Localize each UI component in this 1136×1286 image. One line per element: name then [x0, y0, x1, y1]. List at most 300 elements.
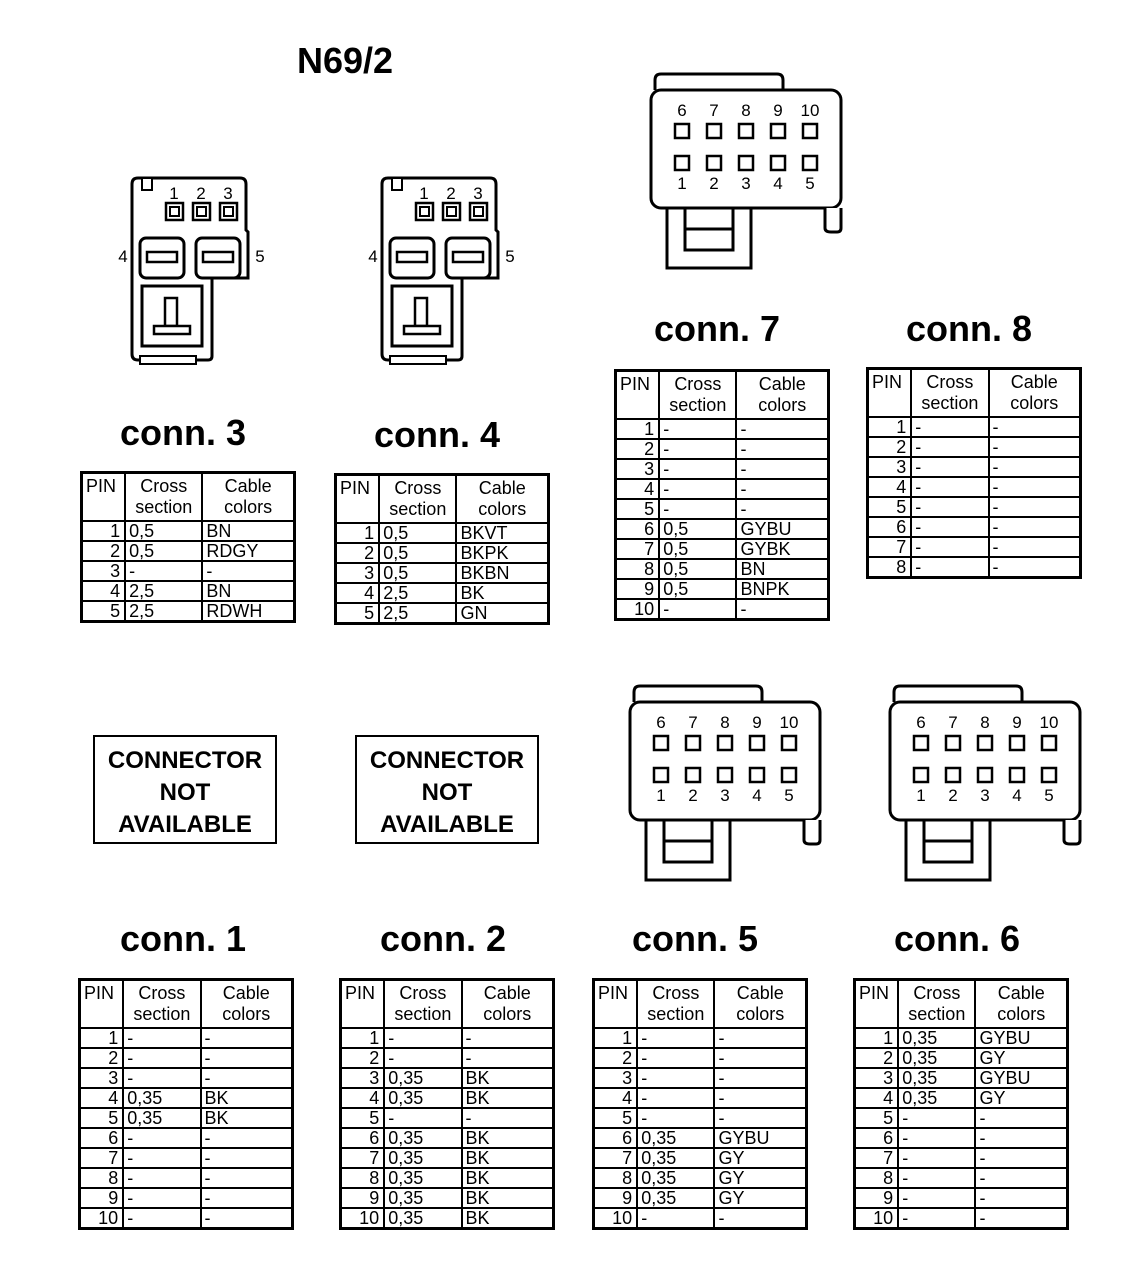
pin-cell: 4: [336, 583, 380, 603]
table-row: [594, 1108, 807, 1128]
table-row: [594, 1148, 807, 1168]
pin-cell: 10: [855, 1208, 899, 1229]
pin-cell: 4: [594, 1088, 638, 1108]
conn4-label: conn. 4: [373, 414, 501, 455]
pin-cell: 3: [341, 1068, 385, 1088]
conn7-table: [614, 369, 830, 621]
table-row: [80, 1108, 293, 1128]
cross-section-cell: 0,35: [384, 1128, 461, 1148]
pin-cell: 3: [82, 561, 126, 581]
cross-section-cell: -: [384, 1048, 461, 1068]
pin-label-8: 8: [741, 101, 751, 120]
table-row: [616, 539, 829, 559]
cross-section-cell: -: [637, 1088, 714, 1108]
cross-section-cell: 2,5: [379, 603, 456, 624]
cable-color-cell: BN: [202, 521, 294, 541]
cable-color-cell: -: [201, 1208, 293, 1229]
table-row: [336, 523, 549, 543]
pin-socket: [686, 768, 700, 782]
pin-cell: 10: [341, 1208, 385, 1229]
pin-cell: 1: [594, 1028, 638, 1048]
cross-section-cell: -: [123, 1168, 200, 1188]
table-row: [616, 479, 829, 499]
cable-color-cell: -: [736, 459, 828, 479]
table-row: [616, 599, 829, 620]
pin-socket: [718, 768, 732, 782]
cross-section-cell: -: [123, 1208, 200, 1229]
pin-cell: 6: [341, 1128, 385, 1148]
cable-color-cell: BK: [201, 1108, 293, 1128]
cable-color-cell: GY: [975, 1048, 1067, 1068]
cross-section-cell: 0,35: [898, 1048, 975, 1068]
pin-label-1: 1: [916, 786, 926, 805]
pin-cell: 7: [341, 1148, 385, 1168]
table-header-row: [82, 473, 295, 522]
connector-6-drawing: [884, 682, 1089, 882]
conn2-label: conn. 2: [379, 918, 507, 959]
table-row: [341, 1028, 554, 1048]
cross-section-cell: -: [911, 457, 988, 477]
pin-label-8: 8: [980, 713, 990, 732]
cable-color-cell: BKPK: [456, 543, 548, 563]
cross-section-cell: -: [659, 479, 736, 499]
cable-color-cell: -: [201, 1128, 293, 1148]
table-row: [855, 1028, 1068, 1048]
table-row: [868, 537, 1081, 557]
header-pin: PIN: [855, 980, 899, 1029]
cross-section-cell: 0,35: [637, 1128, 714, 1148]
pin-label-4: 4: [118, 247, 128, 266]
conn4-table: [334, 473, 550, 625]
cable-color-cell: -: [201, 1148, 293, 1168]
pin-cell: 5: [855, 1108, 899, 1128]
conn3-table: [80, 471, 296, 623]
header-pin: PIN: [341, 980, 385, 1029]
table-row: [868, 437, 1081, 457]
pin-label-5: 5: [505, 247, 515, 266]
cable-color-cell: BK: [462, 1148, 554, 1168]
pin-label-9: 9: [1012, 713, 1022, 732]
cable-color-cell: -: [975, 1168, 1067, 1188]
conn6-label: conn. 6: [893, 918, 1021, 959]
header-cable-colors: Cable colors: [456, 475, 548, 524]
table-row: [855, 1048, 1068, 1068]
table-row: [594, 1128, 807, 1148]
cable-color-cell: -: [975, 1188, 1067, 1208]
cross-section-cell: 0,5: [659, 539, 736, 559]
pin-socket: [771, 156, 785, 170]
pin-cell: 4: [341, 1088, 385, 1108]
pin-cell: 5: [336, 603, 380, 624]
cable-color-cell: -: [736, 439, 828, 459]
cross-section-cell: 0,5: [125, 521, 202, 541]
cross-section-cell: -: [911, 437, 988, 457]
table-row: [855, 1128, 1068, 1148]
cross-section-cell: -: [637, 1108, 714, 1128]
pin-socket: [803, 156, 817, 170]
cross-section-cell: -: [911, 477, 988, 497]
header-pin: PIN: [616, 371, 660, 420]
table-row: [868, 557, 1081, 578]
cable-color-cell: -: [989, 537, 1081, 557]
header-cross-section: Cross section: [898, 980, 975, 1029]
cross-section-cell: 0,35: [384, 1148, 461, 1168]
cable-color-cell: -: [736, 599, 828, 620]
cable-color-cell: BK: [462, 1208, 554, 1229]
pin-socket: [750, 768, 764, 782]
na-line-1: CONNECTOR: [369, 747, 525, 774]
pin-label-3: 3: [473, 184, 483, 203]
cable-color-cell: BNPK: [736, 579, 828, 599]
pin-label-2: 2: [196, 184, 206, 203]
cable-color-cell: -: [201, 1188, 293, 1208]
conn1-label: conn. 1: [119, 918, 247, 959]
pin-label-7: 7: [948, 713, 958, 732]
conn1-table: [78, 978, 294, 1230]
table-row: [616, 459, 829, 479]
na-line-1: CONNECTOR: [107, 747, 263, 774]
pin-cell: 5: [594, 1108, 638, 1128]
pin-label-10: 10: [1039, 713, 1059, 732]
header-pin: PIN: [594, 980, 638, 1029]
pin-cell: 5: [341, 1108, 385, 1128]
pin-socket: [739, 156, 753, 170]
cable-color-cell: -: [462, 1028, 554, 1048]
connector-not-available-1: [93, 735, 277, 844]
pin-label-9: 9: [752, 713, 762, 732]
table-row: [341, 1188, 554, 1208]
pin-cell: 2: [341, 1048, 385, 1068]
cable-color-cell: GY: [975, 1088, 1067, 1108]
cable-color-cell: BK: [462, 1128, 554, 1148]
cross-section-cell: -: [637, 1068, 714, 1088]
pin-cell: 1: [80, 1028, 124, 1048]
table-row: [616, 419, 829, 439]
pin-socket: [707, 156, 721, 170]
cross-section-cell: -: [911, 417, 988, 437]
header-cable-colors: Cable colors: [989, 369, 1081, 418]
table-header-row: [80, 980, 293, 1029]
cable-color-cell: GYBK: [736, 539, 828, 559]
cross-section-cell: 0,35: [384, 1068, 461, 1088]
pin-cell: 2: [616, 439, 660, 459]
table-row: [82, 561, 295, 581]
pin-label-5: 5: [784, 786, 794, 805]
cable-color-cell: BK: [462, 1088, 554, 1108]
pin-label-4: 4: [1012, 786, 1022, 805]
table-row: [855, 1208, 1068, 1229]
pin-cell: 9: [594, 1188, 638, 1208]
pin-cell: 7: [855, 1148, 899, 1168]
header-pin: PIN: [82, 473, 126, 522]
cross-section-cell: 0,35: [898, 1068, 975, 1088]
cross-section-cell: -: [659, 499, 736, 519]
cable-color-cell: -: [201, 1068, 293, 1088]
pin-cell: 1: [82, 521, 126, 541]
cross-section-cell: 0,35: [384, 1088, 461, 1108]
pin-label-1: 1: [677, 174, 687, 193]
cross-section-cell: 2,5: [125, 601, 202, 622]
cross-section-cell: 0,5: [659, 579, 736, 599]
pin-socket: [1042, 768, 1056, 782]
header-cable-colors: Cable colors: [201, 980, 293, 1029]
cable-color-cell: -: [462, 1048, 554, 1068]
table-row: [336, 563, 549, 583]
cross-section-cell: 0,35: [384, 1188, 461, 1208]
table-row: [80, 1048, 293, 1068]
pin-socket: [1010, 736, 1024, 750]
pin-socket: [914, 736, 928, 750]
pin-socket: [654, 768, 668, 782]
pin-cell: 2: [855, 1048, 899, 1068]
pin-socket: [1042, 736, 1056, 750]
pin-cell: 8: [594, 1168, 638, 1188]
pin-label-2: 2: [688, 786, 698, 805]
cable-color-cell: -: [989, 497, 1081, 517]
pin-socket: [914, 768, 928, 782]
cable-color-cell: BK: [462, 1068, 554, 1088]
pin-cell: 2: [82, 541, 126, 561]
cable-color-cell: BN: [202, 581, 294, 601]
table-row: [855, 1068, 1068, 1088]
pin-cell: 9: [855, 1188, 899, 1208]
pin-cell: 8: [341, 1168, 385, 1188]
na-line-2: NOT: [159, 779, 211, 806]
pin-cell: 5: [616, 499, 660, 519]
cross-section-cell: 2,5: [125, 581, 202, 601]
header-pin: PIN: [868, 369, 912, 418]
pin-label-6: 6: [916, 713, 926, 732]
header-cross-section: Cross section: [384, 980, 461, 1029]
table-row: [616, 439, 829, 459]
cross-section-cell: 0,5: [379, 563, 456, 583]
table-row: [341, 1208, 554, 1229]
pin-cell: 3: [868, 457, 912, 477]
pin-cell: 1: [341, 1028, 385, 1048]
table-row: [341, 1148, 554, 1168]
table-row: [80, 1168, 293, 1188]
cross-section-cell: 0,35: [637, 1148, 714, 1168]
pin-label-5: 5: [255, 247, 265, 266]
pin-socket: [978, 736, 992, 750]
cable-color-cell: GYBU: [975, 1028, 1067, 1048]
cable-color-cell: -: [975, 1148, 1067, 1168]
pin-socket: [1010, 768, 1024, 782]
pin-cell: 4: [616, 479, 660, 499]
cable-color-cell: GYBU: [975, 1068, 1067, 1088]
table-row: [594, 1208, 807, 1229]
pin-cell: 1: [616, 419, 660, 439]
pin-cell: 2: [868, 437, 912, 457]
pin-socket: [946, 736, 960, 750]
cable-color-cell: BKVT: [456, 523, 548, 543]
table-row: [80, 1128, 293, 1148]
table-row: [80, 1188, 293, 1208]
cross-section-cell: 0,35: [384, 1208, 461, 1229]
pin-socket: [675, 124, 689, 138]
cross-section-cell: -: [911, 537, 988, 557]
cable-color-cell: -: [201, 1028, 293, 1048]
connector-5-drawing: [624, 682, 829, 882]
pin-socket: [946, 768, 960, 782]
table-header-row: [616, 371, 829, 420]
cross-section-cell: 0,35: [898, 1088, 975, 1108]
header-cable-colors: Cable colors: [714, 980, 806, 1029]
pin-cell: 4: [855, 1088, 899, 1108]
cable-color-cell: BK: [456, 583, 548, 603]
header-cable-colors: Cable colors: [462, 980, 554, 1029]
cross-section-cell: -: [659, 599, 736, 620]
cross-section-cell: 0,5: [379, 523, 456, 543]
pin-cell: 5: [80, 1108, 124, 1128]
cable-color-cell: RDGY: [202, 541, 294, 561]
cross-section-cell: -: [384, 1028, 461, 1048]
pin-cell: 5: [868, 497, 912, 517]
cable-color-cell: -: [975, 1128, 1067, 1148]
pin-socket: [739, 124, 753, 138]
cross-section-cell: 0,5: [659, 519, 736, 539]
table-row: [868, 497, 1081, 517]
header-cable-colors: Cable colors: [975, 980, 1067, 1029]
header-cross-section: Cross section: [379, 475, 456, 524]
cable-color-cell: BN: [736, 559, 828, 579]
pin-cell: 6: [80, 1128, 124, 1148]
cross-section-cell: 0,35: [637, 1168, 714, 1188]
cable-color-cell: -: [714, 1068, 806, 1088]
cross-section-cell: -: [123, 1028, 200, 1048]
cross-section-cell: -: [898, 1108, 975, 1128]
cross-section-cell: -: [123, 1148, 200, 1168]
connector-7-drawing: [645, 70, 850, 270]
pin-cell: 7: [868, 537, 912, 557]
pin-label-8: 8: [720, 713, 730, 732]
cable-color-cell: -: [989, 517, 1081, 537]
header-cross-section: Cross section: [659, 371, 736, 420]
table-row: [80, 1208, 293, 1229]
conn3-label: conn. 3: [119, 412, 247, 453]
table-row: [594, 1168, 807, 1188]
cable-color-cell: -: [989, 557, 1081, 578]
table-row: [594, 1068, 807, 1088]
table-row: [594, 1028, 807, 1048]
header-cross-section: Cross section: [637, 980, 714, 1029]
table-row: [855, 1188, 1068, 1208]
pin-label-3: 3: [720, 786, 730, 805]
table-row: [80, 1088, 293, 1108]
header-pin: PIN: [336, 475, 380, 524]
cross-section-cell: -: [637, 1028, 714, 1048]
table-row: [868, 517, 1081, 537]
cable-color-cell: -: [714, 1088, 806, 1108]
pin-label-10: 10: [779, 713, 799, 732]
pin-label-2: 2: [709, 174, 719, 193]
cable-color-cell: -: [201, 1048, 293, 1068]
pin-socket: [675, 156, 689, 170]
cross-section-cell: -: [123, 1048, 200, 1068]
cross-section-cell: 0,5: [659, 559, 736, 579]
table-header-row: [341, 980, 554, 1029]
cable-color-cell: -: [975, 1108, 1067, 1128]
pin-cell: 7: [80, 1148, 124, 1168]
pin-cell: 9: [616, 579, 660, 599]
cross-section-cell: 0,35: [637, 1188, 714, 1208]
cross-section-cell: 0,35: [898, 1028, 975, 1048]
cable-color-cell: -: [714, 1208, 806, 1229]
pin-cell: 10: [594, 1208, 638, 1229]
cable-color-cell: -: [975, 1208, 1067, 1229]
pin-cell: 9: [80, 1188, 124, 1208]
pin-cell: 9: [341, 1188, 385, 1208]
table-row: [616, 519, 829, 539]
table-row: [855, 1088, 1068, 1108]
pin-socket: [718, 736, 732, 750]
pin-cell: 10: [616, 599, 660, 620]
cross-section-cell: -: [898, 1148, 975, 1168]
pin-label-7: 7: [709, 101, 719, 120]
table-row: [80, 1068, 293, 1088]
cable-color-cell: GN: [456, 603, 548, 624]
conn7-label: conn. 7: [653, 308, 781, 349]
cable-color-cell: BKBN: [456, 563, 548, 583]
table-row: [341, 1088, 554, 1108]
cable-color-cell: BK: [201, 1088, 293, 1108]
cable-color-cell: GYBU: [714, 1128, 806, 1148]
pin-label-9: 9: [773, 101, 783, 120]
cable-color-cell: GY: [714, 1188, 806, 1208]
pin-cell: 3: [336, 563, 380, 583]
table-row: [868, 417, 1081, 437]
conn8-table: [866, 367, 1082, 579]
pin-socket: [707, 124, 721, 138]
cable-color-cell: GYBU: [736, 519, 828, 539]
pin-label-4: 4: [368, 247, 378, 266]
connector-3-drawing: [112, 170, 272, 370]
pin-cell: 6: [594, 1128, 638, 1148]
pin-label-5: 5: [805, 174, 815, 193]
pin-label-2: 2: [446, 184, 456, 203]
cable-color-cell: RDWH: [202, 601, 294, 622]
table-row: [594, 1188, 807, 1208]
cable-color-cell: -: [202, 561, 294, 581]
table-row: [855, 1108, 1068, 1128]
cross-section-cell: -: [637, 1048, 714, 1068]
pin-socket: [782, 736, 796, 750]
pin-socket: [782, 768, 796, 782]
table-row: [616, 559, 829, 579]
pin-cell: 2: [80, 1048, 124, 1068]
cross-section-cell: 2,5: [379, 583, 456, 603]
table-row: [82, 601, 295, 622]
cross-section-cell: -: [384, 1108, 461, 1128]
pin-label-4: 4: [752, 786, 762, 805]
pin-label-1: 1: [169, 184, 179, 203]
pin-label-6: 6: [656, 713, 666, 732]
pin-socket: [686, 736, 700, 750]
na-line-2: NOT: [421, 779, 473, 806]
pin-label-2: 2: [948, 786, 958, 805]
table-header-row: [594, 980, 807, 1029]
pin-socket: [750, 736, 764, 750]
table-row: [341, 1168, 554, 1188]
cross-section-cell: -: [898, 1188, 975, 1208]
table-row: [341, 1068, 554, 1088]
cable-color-cell: -: [736, 479, 828, 499]
pin-socket: [803, 124, 817, 138]
pin-cell: 2: [594, 1048, 638, 1068]
cable-color-cell: -: [989, 477, 1081, 497]
cross-section-cell: -: [659, 459, 736, 479]
cross-section-cell: 0,35: [123, 1108, 200, 1128]
